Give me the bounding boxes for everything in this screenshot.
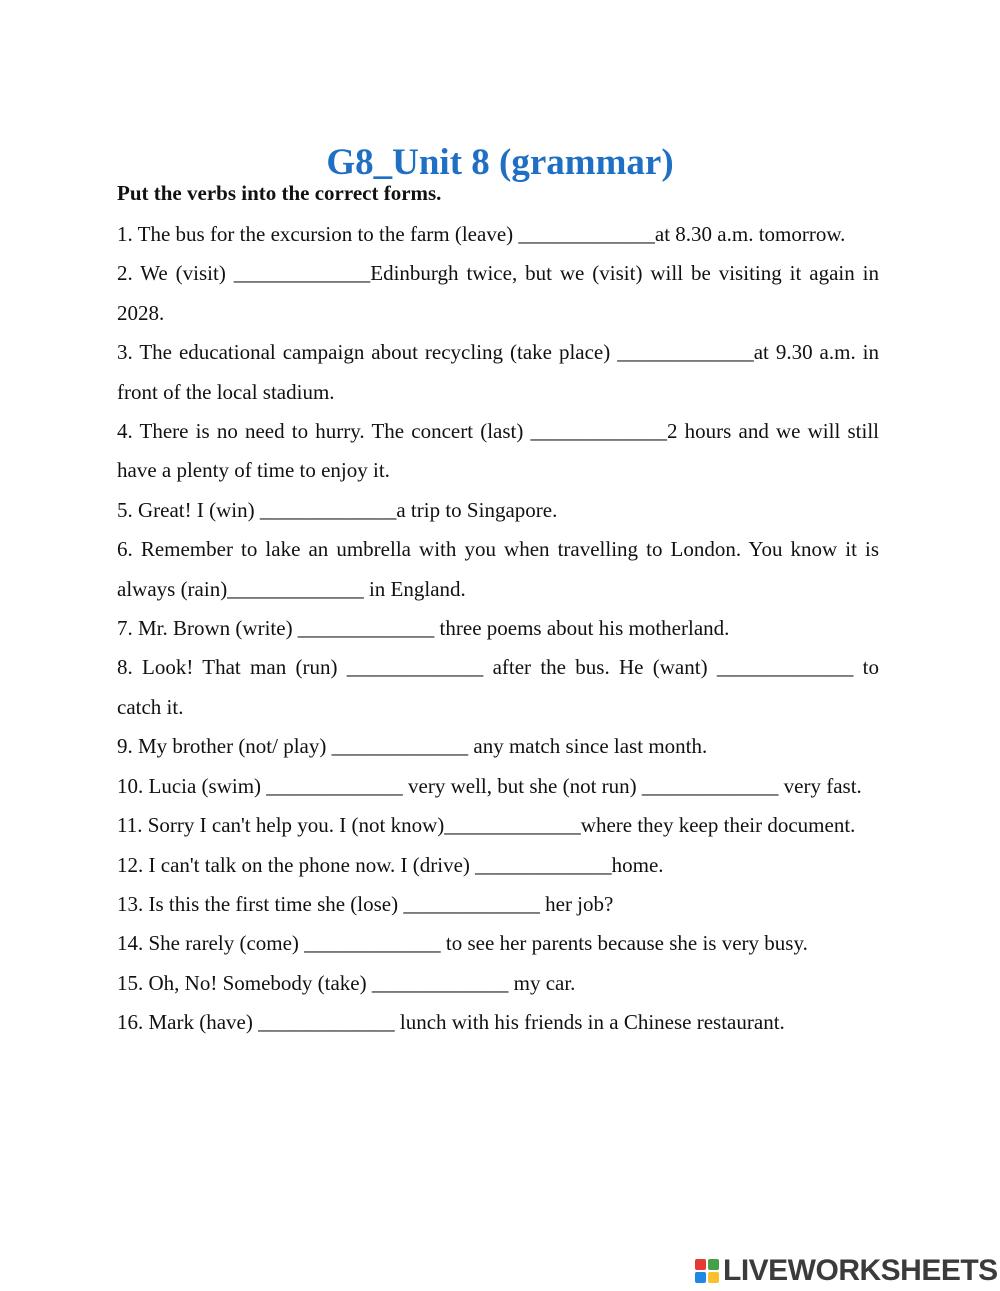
question-6: 6. Remember to lake an umbrella with you when travelling to London. You know it is always (rain)_____________ in England.	[117, 537, 879, 601]
question-1: 1. The bus for the excursion to the farm (leave) _____________at 8.30 a.m. tomorrow.	[117, 222, 846, 246]
question-list	[117, 215, 879, 1043]
logo-square-3	[695, 1272, 706, 1283]
question-12: 12. I can't talk on the phone now. I (drive) _____________home.	[117, 852, 664, 877]
question-3: 3. The educational campaign about recycling (take place) _____________at 9.30 a.m. in front of the local stadium.	[117, 340, 879, 404]
question-2: 2. We (visit) _____________Edinburgh twice, but we (visit) will be visiting it again in 2028.	[117, 261, 879, 325]
question-14: 14. She rarely (come) _____________ to see her parents because she is very busy.	[117, 931, 808, 956]
question-7: 7. Mr. Brown (write) _____________ three poems about his motherland.	[117, 616, 730, 641]
question-10: 10. Lucia (swim) _____________ very well, but she (not run) _____________ very fast.	[117, 773, 862, 798]
question-8: 8. Look! That man (run) _____________ after the bus. He (want) _____________ to catch it.	[117, 655, 879, 719]
logo-square-1	[695, 1259, 706, 1270]
question-13: 13. Is this the first time she (lose) _____________ her job?	[117, 891, 614, 916]
question-16: 16. Mark (have) _____________ lunch with his friends in a Chinese restaurant.	[117, 1010, 785, 1035]
question-15: 15. Oh, No! Somebody (take) _____________ my car.	[117, 970, 576, 995]
question-9: 9. My brother (not/ play) _____________ any match since last month.	[117, 734, 708, 759]
worksheet-title: G8_Unit 8 (grammar)	[326, 141, 674, 183]
question-4: 4. There is no need to hurry. The concert (last) _____________2 hours and we will still have a plenty of time to enjoy it.	[117, 419, 879, 483]
logo-square-2	[708, 1259, 719, 1270]
question-11: 11. Sorry I can't help you. I (not know)_____________where they keep their document.	[117, 813, 856, 838]
question-5: 5. Great! I (win) _____________a trip to Singapore.	[117, 497, 558, 522]
logo-text: LIVEWORKSHEETS	[723, 1254, 998, 1287]
logo-square-4	[708, 1272, 719, 1283]
liveworksheets-logo[interactable]	[695, 1254, 998, 1288]
liveworksheets-logo-icon	[695, 1259, 719, 1283]
worksheet-instruction: Put the verbs into the correct forms.	[117, 181, 442, 205]
